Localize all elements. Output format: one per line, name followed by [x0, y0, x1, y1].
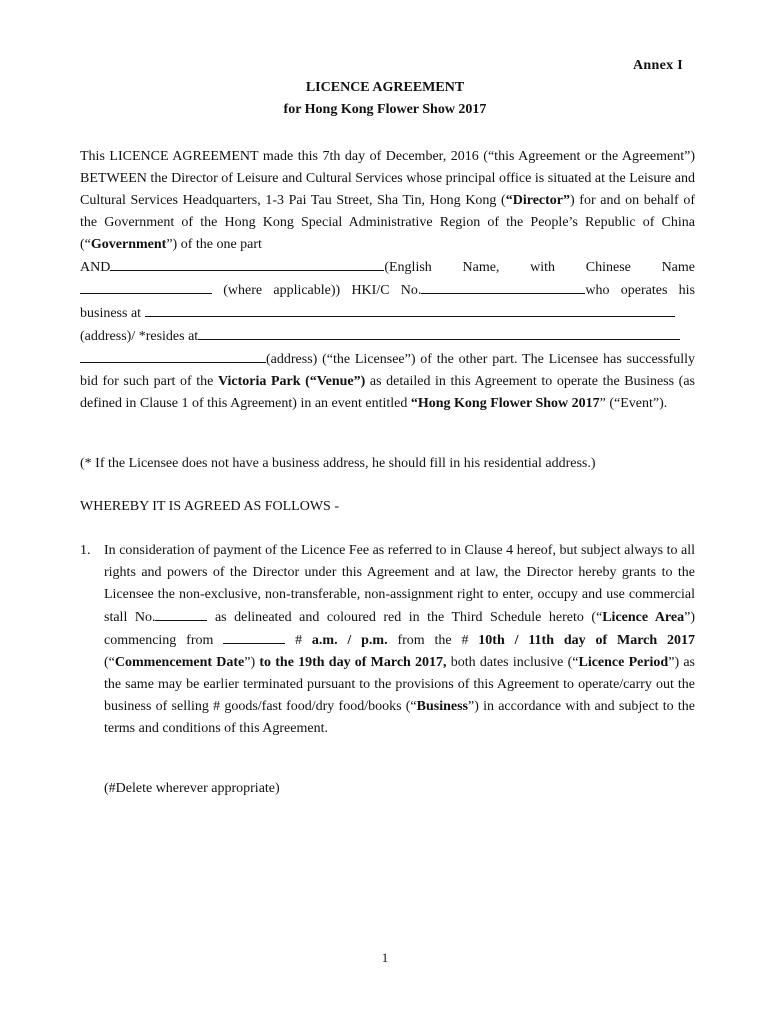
intro-text-1: This LICENCE AGREEMENT made this 7th day of December, 2016 (“this Agreement or the Agreement”) BETWEEN the Director of Leisure and Cultural Services whose principal office is situated at the Leisure and Cultural Services Headquarters, 1-3 Pai Tau Street, Sha Tin, Hong Kong ( — [80, 149, 695, 208]
address-continuation-blank[interactable] — [80, 348, 266, 363]
director-term: “Director” — [505, 193, 570, 208]
chinese-name-line — [80, 279, 695, 302]
chinese-name-blank[interactable] — [80, 279, 212, 294]
intro-text-3: ”) of the one part — [166, 237, 262, 252]
end-date: to the 19th day of March 2017, — [259, 655, 447, 670]
document-title: LICENCE AGREEMENT — [305, 80, 465, 95]
hkic-number-blank[interactable] — [421, 279, 585, 294]
licence-area-term: Licence Area — [602, 610, 685, 625]
licensee-name-line — [80, 256, 695, 279]
business-address-line — [80, 302, 695, 325]
english-name-label: (English Name, with Chinese Name — [384, 260, 695, 275]
clause-1-text — [104, 540, 695, 740]
residential-address-line — [80, 325, 695, 348]
stall-number-blank[interactable] — [155, 606, 207, 621]
intro-text-4: (address) (“the Licensee”) of the other part. The Licensee has successfully bid for such part of the — [80, 352, 695, 389]
venue-term: Victoria Park (“Venue”) — [217, 374, 366, 389]
clause-text-1: In consideration of payment of the Licence Fee as referred to in Clause 4 hereof, but subject always to all rights and powers of the Director under this Agreement and at law, the Director hereby grants to the Licensee the non-exclusive, non-transferable, non-assignment right to enter, occupy and use commercial stall No. — [104, 543, 695, 625]
clause-text-10: ”) in accordance with and subject to the terms and conditions of this Agreement. — [104, 699, 695, 736]
commencement-date-term: Commencement Date — [114, 655, 245, 670]
start-dates: 10th / 11th day of March 2017 — [478, 633, 695, 648]
ampm-term: a.m. / p.m. — [311, 633, 388, 648]
clause-text-2: as delineated and coloured red in the Third Schedule hereto (“ — [207, 610, 603, 625]
page-number: 1 — [381, 950, 389, 965]
intro-paragraph — [80, 146, 695, 415]
who-operates-label: who operates his — [585, 283, 696, 298]
clause-text-9: ”) as the same may be earlier terminated pursuant to the provisions of this Agreement to operate/carry out the business of selling # goods/fast food/dry food/books (“ — [104, 655, 695, 714]
annex-label: Annex I — [633, 58, 683, 73]
hkic-label: (where applicable)) HKI/C No. — [212, 283, 422, 298]
address-note: (* If the Licensee does not have a business address, he should fill in his residential address.) — [80, 456, 596, 471]
clause-1 — [80, 540, 695, 740]
business-term: Business — [416, 699, 468, 714]
document-subtitle: for Hong Kong Flower Show 2017 — [283, 102, 487, 117]
intro-text-5: as detailed in this Agreement to operate the Business (as defined in Clause 1 of this Agreement) in an event entitled — [80, 374, 695, 411]
business-address-blank[interactable] — [145, 302, 675, 317]
event-name: “Hong Kong Flower Show 2017 — [410, 396, 600, 411]
business-at-label: business at — [80, 306, 142, 321]
clause-text-4: # — [285, 633, 312, 648]
clause-text-6: (“ — [104, 655, 115, 670]
resides-at-label: (address)/ *resides at — [80, 329, 199, 344]
clause-text-5: from the # — [387, 633, 479, 648]
delete-note: (#Delete wherever appropriate) — [104, 781, 280, 796]
clause-text-8: both dates inclusive (“ — [446, 655, 579, 670]
intro-text-2: ) for and on behalf of the Government of the Hong Kong Special Administrative Region of the People’s Republic of China (“ — [80, 193, 696, 252]
clause-number: 1. — [80, 543, 91, 558]
start-time-blank[interactable] — [223, 629, 285, 644]
government-term: Government — [90, 237, 167, 252]
clause-text-7: ”) — [244, 655, 260, 670]
whereby-heading: WHEREBY IT IS AGREED AS FOLLOWS - — [80, 499, 339, 514]
clause-text-3: ”) commencing from — [104, 610, 695, 648]
residential-address-blank[interactable] — [198, 325, 680, 340]
licence-period-term: Licence Period — [578, 655, 669, 670]
intro-text-6: ” (“Event”). — [599, 396, 668, 411]
english-name-blank[interactable] — [110, 256, 384, 271]
and-label: AND — [80, 260, 111, 275]
